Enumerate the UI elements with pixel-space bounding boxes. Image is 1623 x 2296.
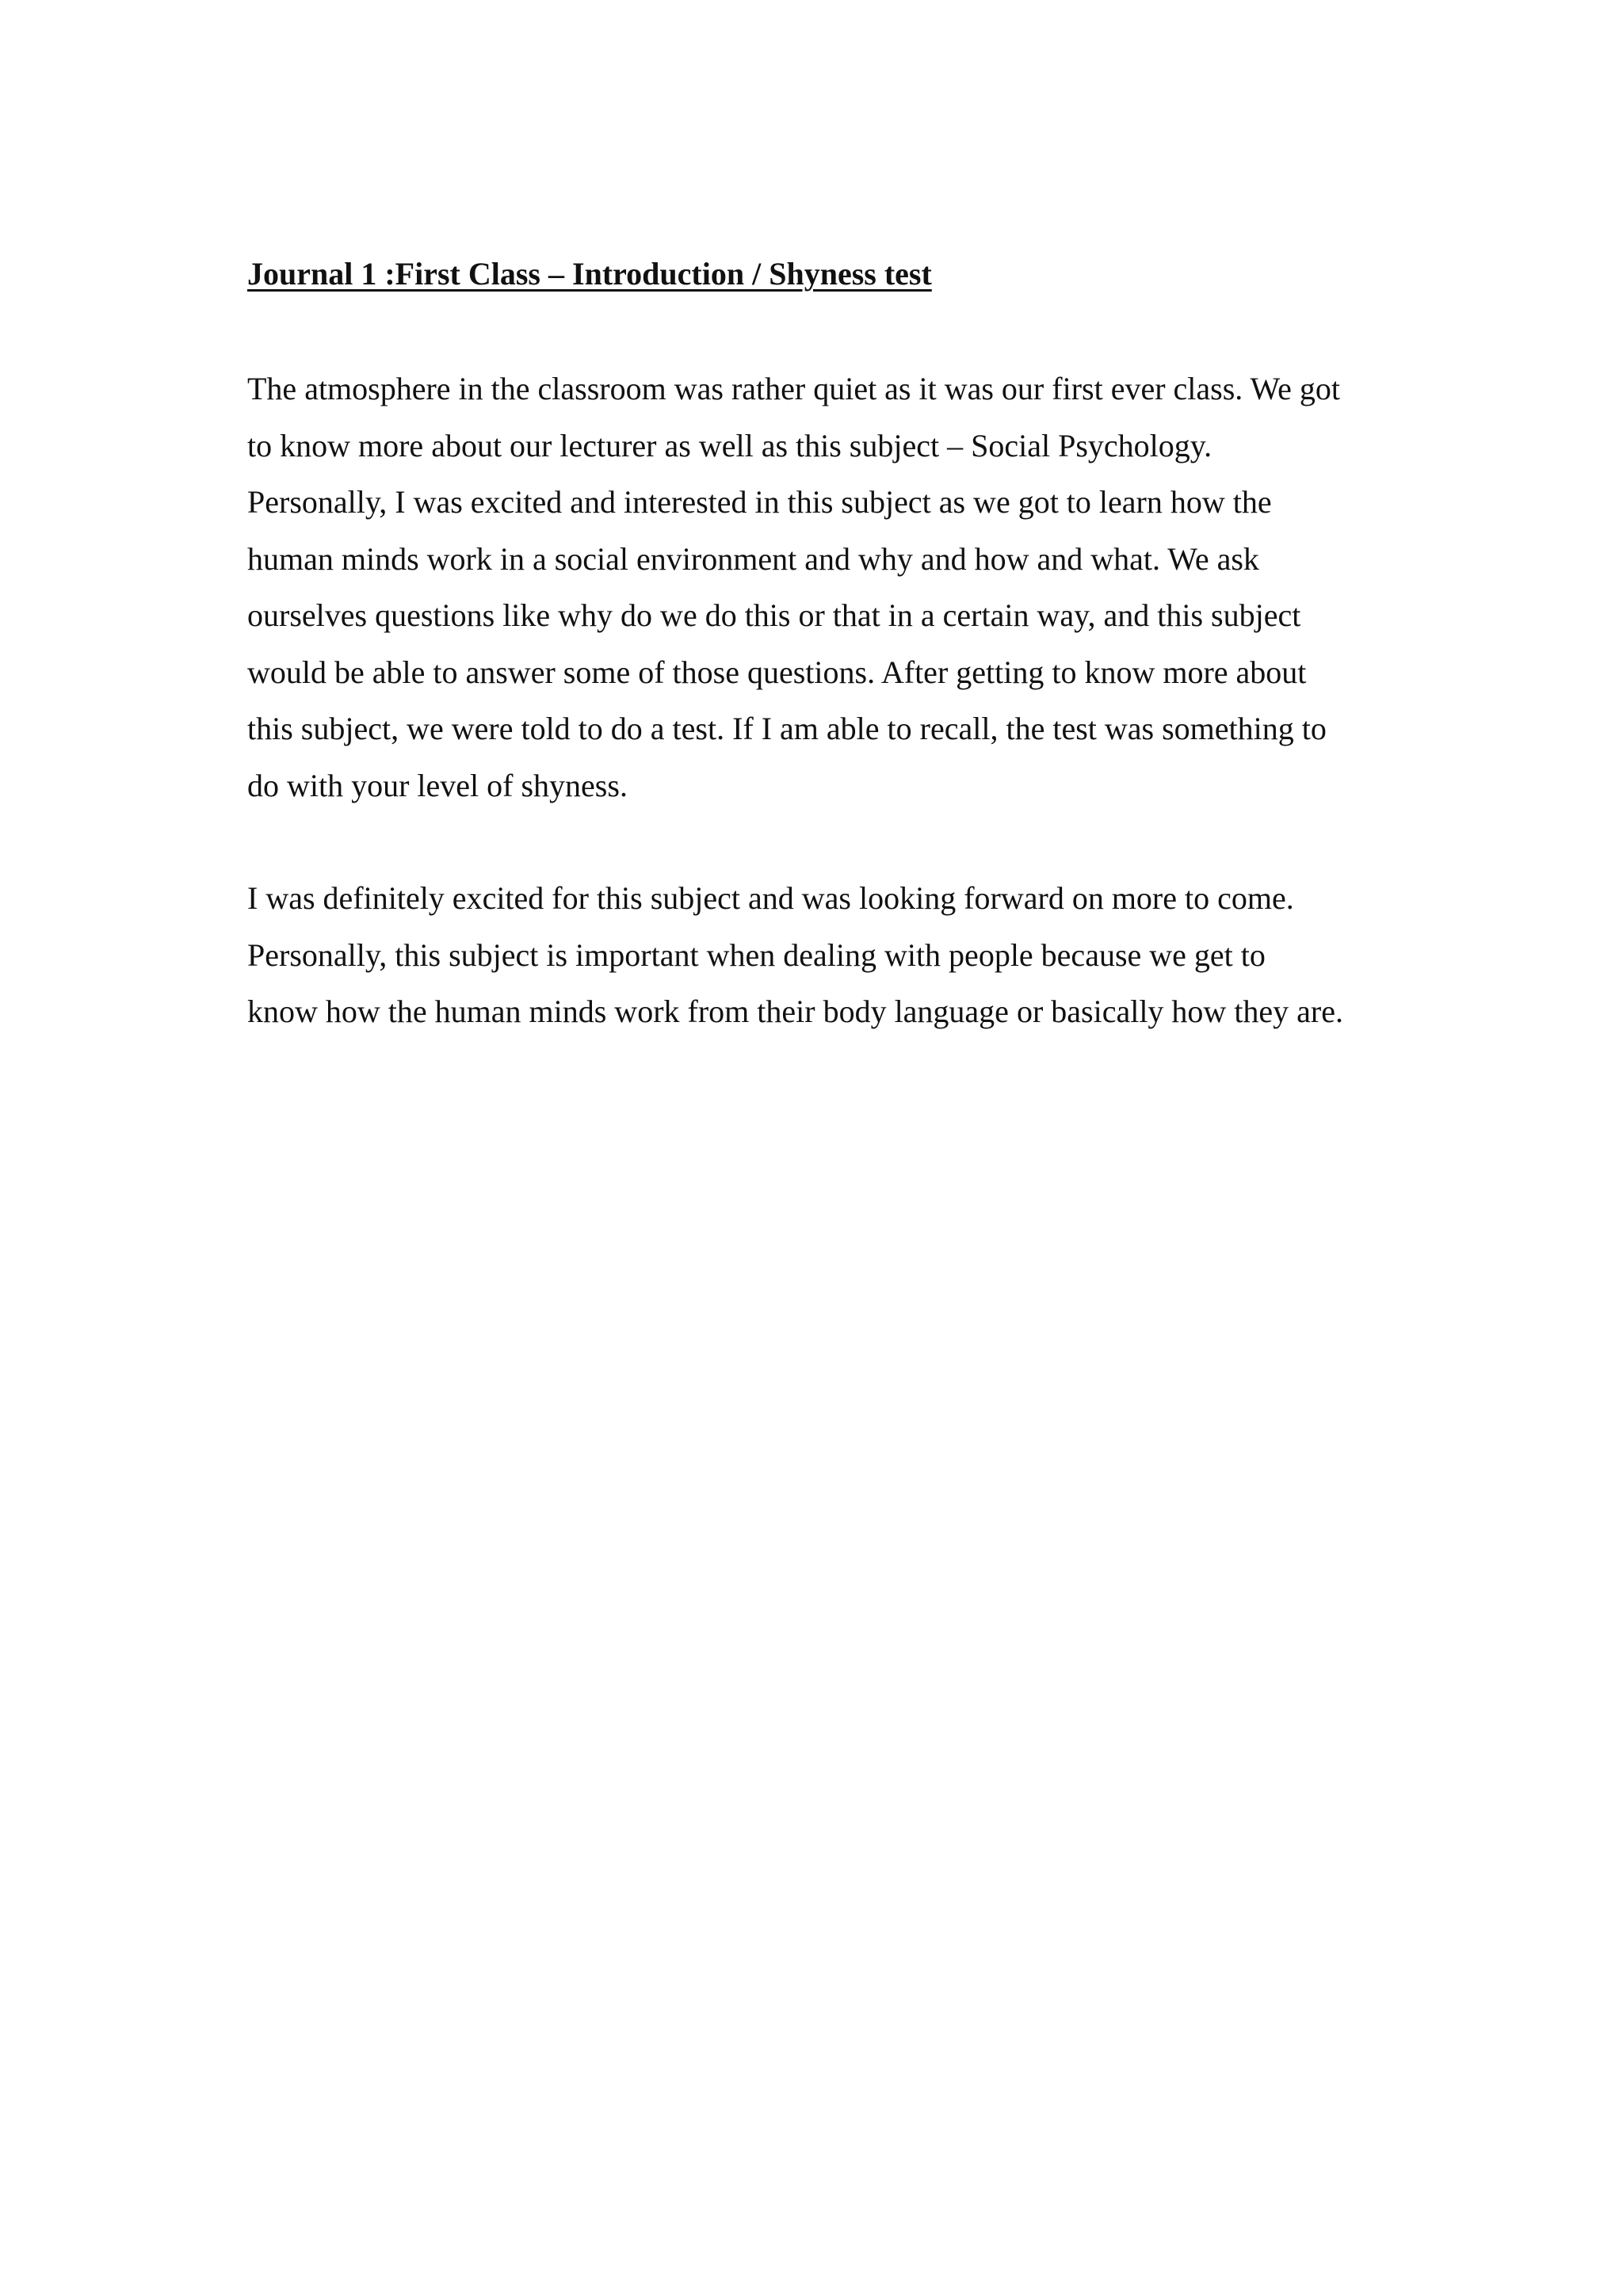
paragraph-line: do with your level of shyness.	[247, 767, 628, 803]
paragraph-line: The atmosphere in the classroom was rather quiet as it was our first ever class. We got	[247, 371, 1340, 406]
paragraph-line: to know more about our lecturer as well as this subject – Social Psychology.	[247, 427, 1212, 463]
paragraph-line: human minds work in a social environment and why and how and what. We ask	[247, 540, 1259, 577]
paragraph-line: Personally, I was excited and interested in this subject as we got to learn how the	[247, 484, 1272, 520]
paragraph-line: ourselves questions like why do we do this or that in a certain way, and this subject	[247, 597, 1301, 633]
paragraph-line: Personally, this subject is important when dealing with people because we get to	[247, 936, 1266, 973]
paragraph-line: know how the human minds work from their body language or basically how they are.	[247, 994, 1344, 1029]
paragraph-1	[247, 360, 1340, 814]
paragraph-2	[247, 870, 1343, 1040]
journal-title: Journal 1 :First Class – Introduction / Shyness test	[247, 256, 932, 292]
paragraph-line: I was definitely excited for this subject and was looking forward on more to come.	[247, 880, 1294, 916]
paragraph-line: this subject, we were told to do a test. If I am able to recall, the test was something to	[247, 711, 1327, 746]
paragraph-line: would be able to answer some of those questions. After getting to know more about	[247, 654, 1307, 690]
